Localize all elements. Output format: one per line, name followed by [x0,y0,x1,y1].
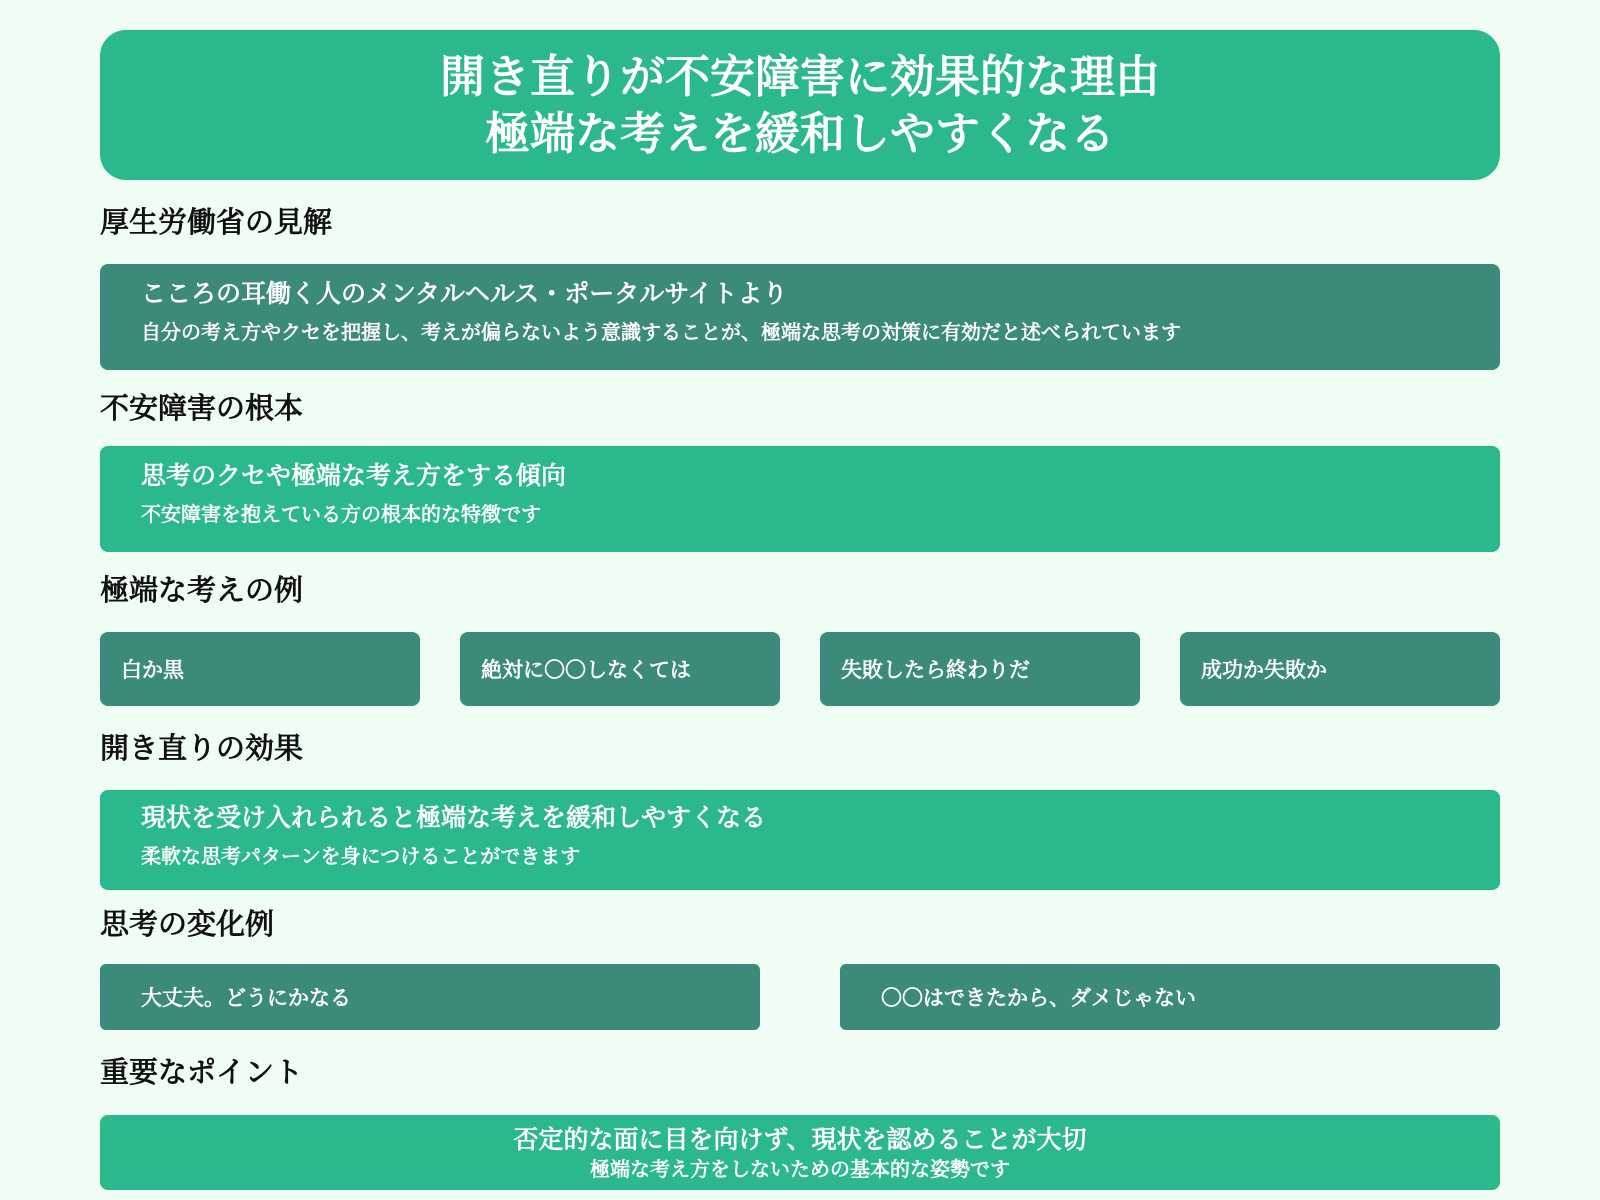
section-title-examples: 極端な考えの例 [100,573,304,607]
header-banner [100,30,1500,180]
effect-box [100,790,1500,890]
section-title-change: 思考の変化例 [100,907,275,941]
point-main-text: 否定的な面に目を向けず、現状を認めることが大切 [513,1124,1087,1154]
section-title-root: 不安障害の根本 [100,391,304,425]
root-box [100,446,1500,552]
root-sub-text: 不安障害を抱えている方の根本的な特徴です [141,502,541,526]
example-chip: 絶対に〇〇しなくては [460,632,780,706]
example-chip: 白か黒 [100,632,420,706]
change-example-box: 大丈夫。どうにかなる [100,964,760,1030]
root-main-text: 思考のクセや極端な考え方をする傾向 [141,461,567,490]
section-title-point: 重要なポイント [100,1055,304,1089]
section-title-effect: 開き直りの効果 [100,731,304,765]
section-title-mhlw: 厚生労働省の見解 [100,205,333,239]
effect-main-text: 現状を受け入れられると極端な考えを緩和しやすくなる [141,803,767,832]
mhlw-main-text: こころの耳働く人のメンタルヘルス・ポータルサイトより [141,279,788,308]
mhlw-box [100,264,1500,370]
point-sub-text: 極端な考え方をしないための基本的な姿勢です [590,1156,1010,1181]
mhlw-sub-text: 自分の考え方やクセを把握し、考えが偏らないよう意識することが、極端な思考の対策に有効だと述べられています [141,320,1181,344]
header-title-line1: 開き直りが不安障害に効果的な理由 [439,50,1160,103]
point-box [100,1115,1500,1190]
example-chip: 失敗したら終わりだ [820,632,1140,706]
change-example-box: 〇〇はできたから、ダメじゃない [840,964,1500,1030]
effect-sub-text: 柔軟な思考パターンを身につけることができます [141,844,581,868]
header-title-line2: 極端な考えを緩和しやすくなる [484,107,1115,160]
example-chip: 成功か失敗か [1180,632,1500,706]
